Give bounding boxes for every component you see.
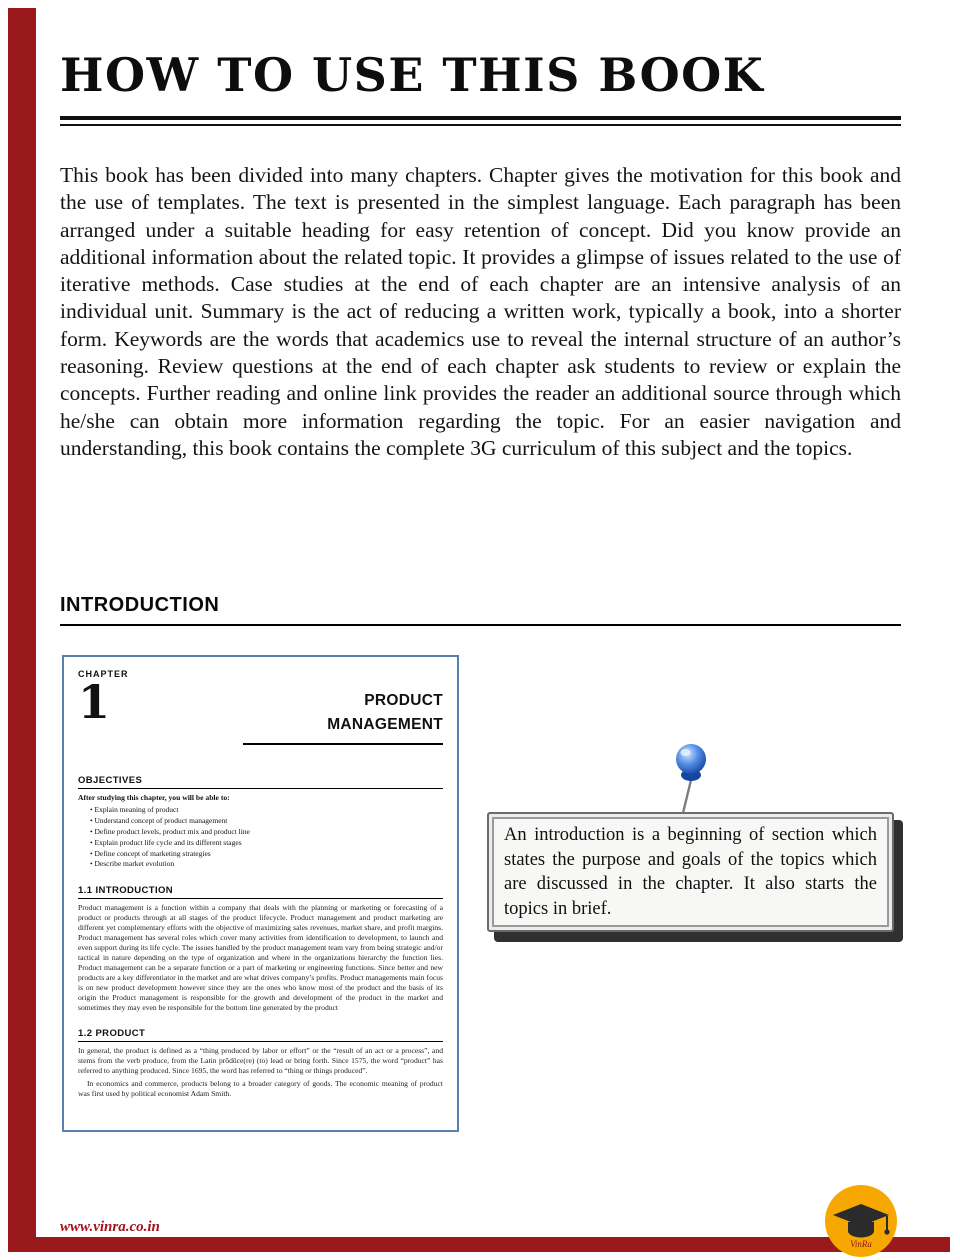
chapter-title-line2: MANAGEMENT: [327, 716, 443, 734]
title-double-rule: [60, 116, 901, 126]
section-1-2-heading: 1.2 PRODUCT: [78, 1028, 443, 1042]
objective-item: • Explain product life cycle and its different stages: [90, 838, 443, 849]
objective-item: • Describe market evolution: [90, 859, 443, 870]
objectives-heading: OBJECTIVES: [78, 775, 443, 789]
publisher-logo-graduation-cap: [824, 1184, 898, 1258]
title-block: [60, 48, 901, 126]
pushpin-icon: [668, 742, 714, 816]
page-title: HOW TO USE THIS BOOK: [60, 48, 765, 102]
chapter-preview-header: [78, 669, 443, 745]
objectives-intro: After studying this chapter, you will be able to:: [78, 793, 230, 803]
section-1-2-body-2: In economics and commerce, products belong to a broader category of goods. The economic meaning of product was first used by political economist Adam Smith.: [78, 1078, 443, 1098]
section-1-1-heading: 1.1 INTRODUCTION: [78, 885, 443, 899]
callout-text: An introduction is a beginning of section which states the purpose and goals of the topics which are discussed in the chapter. It also starts the topics in brief.: [504, 825, 877, 919]
chapter-title-line1: PRODUCT: [364, 692, 443, 709]
intro-paragraph: This book has been divided into many chapters. Chapter gives the motivation for this book and the use of templates. The text is presented in the simplest language. Each paragraph has been arranged under a suitable heading for easy retention of concept. Did you know provide an additional information about the related topic. It provides a glimpse of issues related to the use of iterative methods. Case studies at the end of each chapter are an intensive analysis of an individual unit. Summary is the act of reducing a written work, typically a book, into a shorter form. Keywords are the words that academics use to reveal the internal structure of an author’s reasoning. Review questions at the end of each chapter ask students to review or explain the concepts. Further reading and online link provides the reader an additional source through which he/she can obtain more information regarding the topic. For an easier navigation and understanding, this book contains the complete 3G curriculum of this subject and the topics.: [60, 163, 901, 460]
objective-item: • Understand concept of product management: [90, 816, 443, 827]
introduction-heading-label: INTRODUCTION: [60, 594, 220, 616]
section-1-2: [78, 1028, 443, 1098]
chapter-preview-thumbnail: [62, 655, 459, 1132]
objective-item: • Define product levels, product mix and product line: [90, 827, 443, 838]
objectives-list: [90, 805, 443, 870]
objective-item: • Define concept of marketing strategies: [90, 849, 443, 860]
chapter-label: CHAPTER: [78, 669, 129, 679]
objectives-block: [78, 775, 443, 870]
section-1-1: [78, 885, 443, 1013]
logo-text: VinRa: [850, 1239, 872, 1249]
chapter-title: [243, 689, 443, 745]
footer-website-link[interactable]: www.vinra.co.in: [60, 1219, 160, 1235]
left-accent-bar: [8, 8, 36, 1252]
bottom-accent-bar: [8, 1237, 950, 1252]
chapter-number-block: [78, 669, 129, 745]
section-1-2-body-1: In general, the product is defined as a “thing produced by labor or effort” or the “result of an act or a process”, and stems from the verb produce, from the Latin prōdūce(re) (to) lead or bring forth. Since 1575, the word “product” has referred to anything produced. Since 1695, the word has referred to “thing or things produced”.: [78, 1046, 443, 1076]
introduction-section-heading: [60, 594, 901, 626]
chapter-number: 1: [78, 675, 111, 729]
objective-item: • Explain meaning of product: [90, 805, 443, 816]
introduction-callout: [487, 812, 894, 932]
section-1-1-body: Product management is a function within a company that deals with the planning or marketing or forecasting of a product or products through at all stages of the product lifecycle. Product management and product marketing are different yet complementary efforts with the objective of maximizing sales revenues, market share, and profit margins. Product management has several roles which cover many activities from identification to development, to launch and even support during its life cycle. The issues handled by the product management team vary from being strategic and/or tactical in nature depending on the type of organization and where in the organizations hierarchy the function lies. Product management can be a separate function or a part of marketing or engineering functions. Since better and new products are a key differentiator in the market and are what drives company’s profits. Product managements main focus is on new product development however since they are the ones who know most of the product and the basis of its origin the Product management is responsible for the growth and development of the product in the market and sometimes they may even be responsible for the bottom line generated by the product: [78, 903, 443, 1013]
